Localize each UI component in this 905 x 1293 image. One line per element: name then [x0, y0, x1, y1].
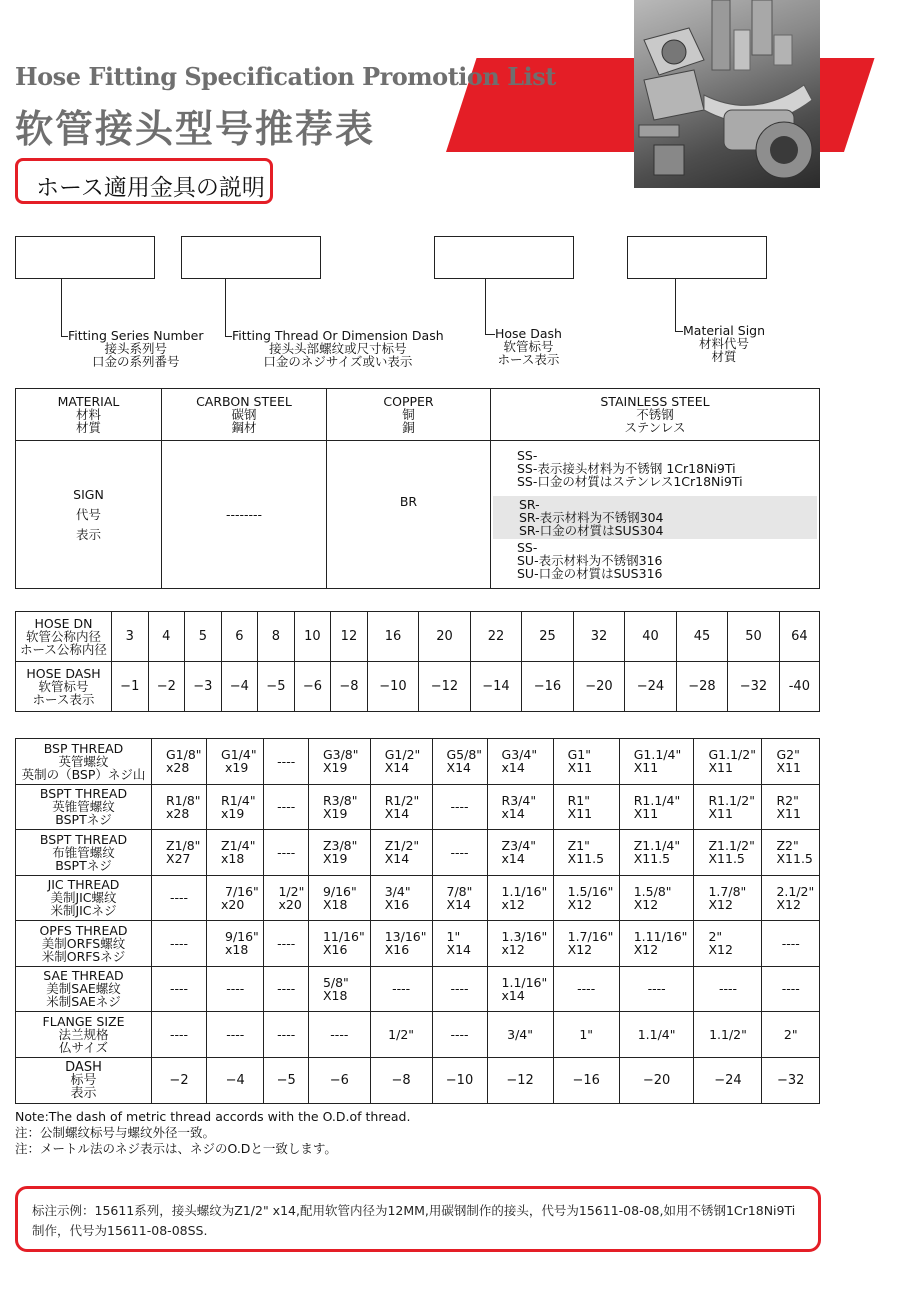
thread-cell: Z1/4" x18	[207, 830, 264, 876]
label-thread-dash: Fitting Thread Or Dimension Dash 接头头部螺纹或尺寸标号 口金のネジサイズ或い表示	[232, 328, 444, 369]
thread-cell: 2.1/2" X12	[762, 875, 820, 921]
hose-fittings-photo	[634, 0, 820, 188]
title-chinese: 软管接头型号推荐表	[15, 106, 376, 151]
example-box	[15, 1186, 821, 1252]
thread-cell: 1.7/8" X12	[694, 875, 762, 921]
thread-cell: R1/4" x19	[207, 784, 264, 830]
thread-cell: −8	[370, 1057, 432, 1103]
thread-cell: −20	[619, 1057, 694, 1103]
table-row	[16, 441, 820, 589]
hose-dash-label: HOSE DASH 软管标号 ホース表示	[16, 662, 112, 712]
table-row	[16, 875, 820, 921]
thread-cell: ----	[152, 875, 207, 921]
thread-cell: 1.1/16" x14	[487, 966, 553, 1012]
dash-cell: −1	[112, 662, 149, 712]
thread-cell: −2	[152, 1057, 207, 1103]
dn-cell: 10	[294, 612, 331, 662]
header-carbon-steel: CARBON STEEL 碳钢 鋼材	[162, 389, 327, 441]
stainless-ss: SS- SS-表示接头材料为不锈钢 1Cr18Ni9Ti SS-口金の材質はステンレス1Cr18Ni9Ti	[517, 448, 743, 489]
sign-label: SIGN 代号 表示	[16, 441, 162, 589]
dash-cell: −5	[258, 662, 295, 712]
thread-cell: −12	[487, 1057, 553, 1103]
dash-cell: −24	[625, 662, 677, 712]
table-row	[16, 389, 820, 441]
hose-dn-table	[15, 611, 820, 712]
thread-cell: R3/4" x14	[487, 784, 553, 830]
dn-cell: 32	[573, 612, 625, 662]
dash-cell: −10	[367, 662, 419, 712]
thread-cell: ----	[264, 739, 308, 785]
thread-cell: G1/8" x28	[152, 739, 207, 785]
thread-cell: 11/16" X16	[308, 921, 370, 967]
thread-cell: 1.1/4"	[619, 1012, 694, 1058]
thread-row-label: SAE THREAD 美制SAE螺纹 米制SAEネジ	[16, 966, 152, 1012]
dn-cell: 64	[779, 612, 819, 662]
code-box-thread	[181, 236, 321, 279]
header-copper: COPPER 铜 銅	[327, 389, 491, 441]
thread-cell: 1.7/16" X12	[553, 921, 619, 967]
thread-cell: ----	[619, 966, 694, 1012]
hose-dn-label: HOSE DN 软管公称内径 ホース公称内径	[16, 612, 112, 662]
thread-cell: Z1.1/2" X11.5	[694, 830, 762, 876]
thread-cell: 5/8" X18	[308, 966, 370, 1012]
thread-cell: G1/2" X14	[370, 739, 432, 785]
table-row	[16, 1012, 820, 1058]
dn-cell: 22	[470, 612, 522, 662]
dash-cell: −16	[522, 662, 574, 712]
thread-cell: G5/8" X14	[432, 739, 487, 785]
subtitle-japanese: ホース適用金具の説明	[15, 158, 273, 204]
dash-cell: −20	[573, 662, 625, 712]
table-row	[16, 784, 820, 830]
thread-cell: 13/16" X16	[370, 921, 432, 967]
thread-cell: R1/8" x28	[152, 784, 207, 830]
thread-cell: 1.11/16" X12	[619, 921, 694, 967]
thread-row-label: BSPT THREAD 英锥管螺纹 BSPTネジ	[16, 784, 152, 830]
thread-cell: ----	[308, 1012, 370, 1058]
hose-fittings-icon	[634, 0, 820, 188]
thread-cell: Z1" X11.5	[553, 830, 619, 876]
thread-cell: Z1.1/4" X11.5	[619, 830, 694, 876]
copper-sign: BR	[327, 441, 491, 589]
note-japanese: 注：メートル法のネジ表示は、ネジのO.Dと一致します。	[15, 1141, 337, 1156]
dn-cell: 45	[676, 612, 728, 662]
carbon-steel-sign: --------	[162, 441, 327, 589]
thread-cell: 1" X14	[432, 921, 487, 967]
thread-cell: R1.1/4" X11	[619, 784, 694, 830]
stainless-sr: SR- SR-表示材料为不锈钢304 SR-口金の材質はSUS304	[493, 496, 817, 539]
thread-cell: 9/16" X18	[308, 875, 370, 921]
dash-cell: −8	[331, 662, 368, 712]
thread-cell: ----	[152, 921, 207, 967]
thread-cell: Z3/8" X19	[308, 830, 370, 876]
thread-cell: −24	[694, 1057, 762, 1103]
dn-cell: 5	[185, 612, 222, 662]
thread-cell: ----	[694, 966, 762, 1012]
thread-cell: 2" X12	[694, 921, 762, 967]
thread-cell: −10	[432, 1057, 487, 1103]
thread-cell: G1.1/2" X11	[694, 739, 762, 785]
table-row	[16, 739, 820, 785]
thread-cell: Z3/4" x14	[487, 830, 553, 876]
thread-cell: ----	[553, 966, 619, 1012]
thread-row-label: FLANGE SIZE 法兰规格 仏サイズ	[16, 1012, 152, 1058]
thread-cell: 3/4"	[487, 1012, 553, 1058]
example-line-1: 标注示例：15611系列，接头螺纹为Z1/2" x14,配用软管内径为12MM,用碳钢制作的接头，代号为15611-08-08,如用不锈钢1Cr18Ni9Ti	[32, 1203, 796, 1218]
header-stainless-steel: STAINLESS STEEL 不锈钢 ステンレス	[491, 389, 820, 441]
thread-cell: R1" X11	[553, 784, 619, 830]
thread-cell: ----	[264, 966, 308, 1012]
label-hose-dash: Hose Dash 软管标号 ホース表示	[495, 326, 562, 367]
label-series-number: Fitting Series Number 接头系列号 口金の系列番号	[68, 328, 204, 369]
thread-cell: −4	[207, 1057, 264, 1103]
dn-cell: 4	[148, 612, 185, 662]
thread-cell: 1.1/2"	[694, 1012, 762, 1058]
thread-cell: 1.5/16" X12	[553, 875, 619, 921]
thread-cell: ----	[264, 921, 308, 967]
dn-cell: 12	[331, 612, 368, 662]
table-row	[16, 921, 820, 967]
thread-table	[15, 738, 820, 1104]
thread-cell: G1/4" x19	[207, 739, 264, 785]
thread-cell: ----	[264, 784, 308, 830]
thread-cell: Z1/8" X27	[152, 830, 207, 876]
header-material: MATERIAL 材料 材質	[16, 389, 162, 441]
dn-cell: 50	[728, 612, 780, 662]
thread-cell: ----	[762, 966, 820, 1012]
thread-cell: ----	[370, 966, 432, 1012]
thread-cell: ----	[152, 1012, 207, 1058]
leader-line	[675, 279, 683, 332]
thread-cell: Z2" X11.5	[762, 830, 820, 876]
thread-cell: ----	[207, 966, 264, 1012]
thread-cell: 1/2"	[370, 1012, 432, 1058]
example-line-2: 制作，代号为15611-08-08SS.	[32, 1223, 208, 1238]
dn-cell: 40	[625, 612, 677, 662]
thread-cell: ----	[432, 784, 487, 830]
thread-cell: −6	[308, 1057, 370, 1103]
table-row	[16, 662, 820, 712]
thread-cell: 7/8" X14	[432, 875, 487, 921]
material-table	[15, 388, 820, 589]
note-chinese: 注：公制螺纹标号与螺纹外径一致。	[15, 1125, 216, 1140]
dash-cell: -40	[779, 662, 819, 712]
thread-cell: 9/16" x18	[207, 921, 264, 967]
table-row	[16, 612, 820, 662]
dn-cell: 20	[419, 612, 471, 662]
thread-cell: ----	[762, 921, 820, 967]
title-english: Hose Fitting Specification Promotion List	[15, 62, 556, 91]
thread-cell: R2" X11	[762, 784, 820, 830]
leader-line	[225, 279, 232, 337]
thread-cell: R1/2" X14	[370, 784, 432, 830]
stainless-su: SS- SU-表示材料为不锈钢316 SU-口金の材質はSUS316	[517, 540, 663, 581]
thread-cell: Z1/2" X14	[370, 830, 432, 876]
thread-cell: ----	[432, 830, 487, 876]
thread-cell: ----	[152, 966, 207, 1012]
thread-cell: 1"	[553, 1012, 619, 1058]
dash-cell: −3	[185, 662, 222, 712]
thread-row-label: BSP THREAD 英管螺纹 英制の（BSP）ネジ山	[16, 739, 152, 785]
thread-cell: −16	[553, 1057, 619, 1103]
thread-cell: 1/2" x20	[264, 875, 308, 921]
dash-cell: −32	[728, 662, 780, 712]
code-box-series	[15, 236, 155, 279]
thread-cell: ----	[264, 830, 308, 876]
thread-cell: G3/4" x14	[487, 739, 553, 785]
dash-cell: −6	[294, 662, 331, 712]
note-english: Note:The dash of metric thread accords with the O.D.of thread.	[15, 1109, 411, 1124]
thread-cell: ----	[264, 1012, 308, 1058]
dash-cell: −28	[676, 662, 728, 712]
thread-cell: ----	[432, 1012, 487, 1058]
dn-cell: 25	[522, 612, 574, 662]
thread-row-label: DASH 标号 表示	[16, 1057, 152, 1103]
label-material-sign: Material Sign 材料代号 材質	[683, 323, 766, 364]
thread-row-label: OPFS THREAD 美制ORFS螺纹 米制ORFSネジ	[16, 921, 152, 967]
thread-cell: G3/8" X19	[308, 739, 370, 785]
thread-row-label: JIC THREAD 美制JIC螺纹 米制JICネジ	[16, 875, 152, 921]
thread-cell: −5	[264, 1057, 308, 1103]
thread-cell: 1.1/16" x12	[487, 875, 553, 921]
dn-cell: 6	[221, 612, 258, 662]
thread-cell: 2"	[762, 1012, 820, 1058]
leader-line	[485, 279, 495, 335]
thread-cell: G1.1/4" X11	[619, 739, 694, 785]
thread-cell: R3/8" X19	[308, 784, 370, 830]
stainless-signs	[491, 441, 820, 589]
thread-cell: ----	[432, 966, 487, 1012]
dn-cell: 8	[258, 612, 295, 662]
thread-cell: R1.1/2" X11	[694, 784, 762, 830]
thread-cell: 1.3/16" x12	[487, 921, 553, 967]
code-box-hose-dash	[434, 236, 574, 279]
dn-cell: 16	[367, 612, 419, 662]
thread-cell: G1" X11	[553, 739, 619, 785]
thread-cell: ----	[207, 1012, 264, 1058]
table-row	[16, 966, 820, 1012]
table-row	[16, 1057, 820, 1103]
dn-cell: 3	[112, 612, 149, 662]
thread-cell: G2" X11	[762, 739, 820, 785]
leader-line	[61, 279, 68, 337]
thread-cell: −32	[762, 1057, 820, 1103]
dash-cell: −12	[419, 662, 471, 712]
code-box-material	[627, 236, 767, 279]
thread-row-label: BSPT THREAD 布锥管螺纹 BSPTネジ	[16, 830, 152, 876]
table-row	[16, 830, 820, 876]
thread-cell: 3/4" X16	[370, 875, 432, 921]
dash-cell: −4	[221, 662, 258, 712]
dash-cell: −2	[148, 662, 185, 712]
dash-cell: −14	[470, 662, 522, 712]
thread-cell: 1.5/8" X12	[619, 875, 694, 921]
thread-cell: 7/16" x20	[207, 875, 264, 921]
